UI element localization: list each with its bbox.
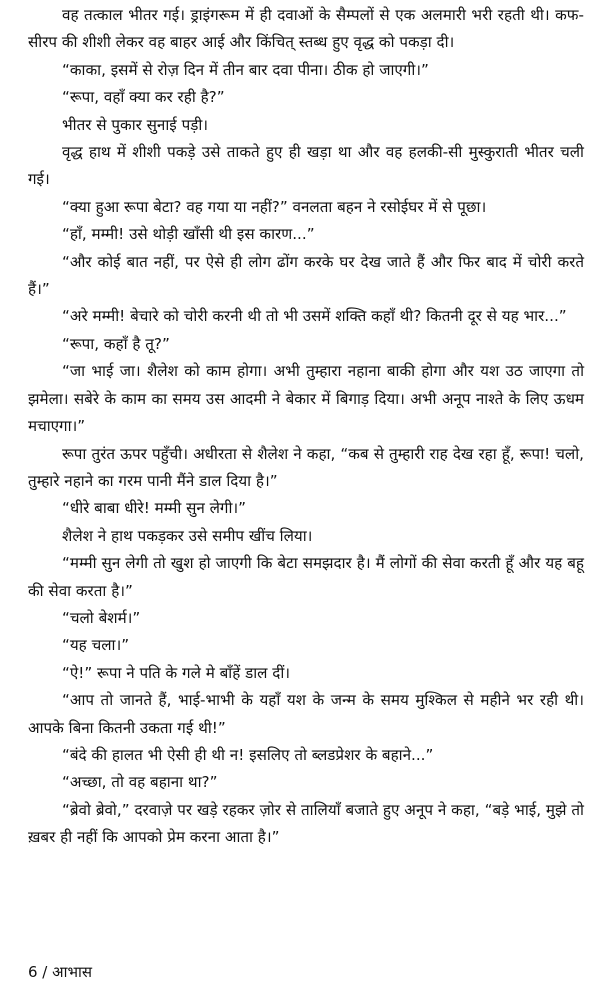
paragraph-2: “काका, इसमें से रोज़ दिन में तीन बार दवा पीना। ठीक हो जाएगी।”	[62, 60, 429, 79]
page-footer	[28, 962, 92, 982]
paragraph-14: शैलेश ने हाथ पकड़कर उसे समीप खींच लिया।	[62, 526, 313, 545]
paragraph-7: “हाँ, मम्मी! उसे थोड़ी खाँसी थी इस कारण...”	[62, 225, 315, 244]
paragraph-15: “मम्मी सुन लेगी तो खुश हो जाएगी कि बेटा समझदार है। मैं लोगों की सेवा करती हूँ और यह बहू की सेवा करता है।”	[28, 554, 584, 600]
paragraph-9: “अरे मम्मी! बेचारे को चोरी करनी थी तो भी उसमें शक्ति कहाँ थी? कितनी दूर से यह भार...”	[62, 307, 567, 326]
paragraph-21: “अच्छा, तो वह बहाना था?”	[62, 773, 218, 792]
paragraph-3: “रूपा, वहाँ क्या कर रही है?”	[62, 88, 225, 107]
paragraph-12: रूपा तुरंत ऊपर पहुँची। अधीरता से शैलेश ने कहा, “कब से तुम्हारी राह देख रहा हूँ, रूपा! चलो, तुम्हारे नहाने का गरम पानी मैंने डाल दिया है।”	[28, 444, 584, 490]
paragraph-22: “ब्रेवो ब्रेवो,” दरवाज़े पर खड़े रहकर ज़ोर से तालियाँ बजाते हुए अनूप ने कहा, “बड़े भाई, मुझे तो ख़बर ही नहीं कि आपको प्रेम करना आता है।”	[28, 800, 584, 847]
paragraph-6: “क्या हुआ रूपा बेटा? वह गया या नहीं?” वनलता बहन ने रसोईघर में से पूछा।	[62, 197, 487, 216]
paragraph-10: “रूपा, कहाँ है तू?”	[62, 334, 170, 353]
paragraph-17: “यह चला।”	[62, 636, 130, 655]
page-body	[28, 2, 584, 852]
paragraph-18: “ऐ!” रूपा ने पति के गले मे बाँहें डाल दीं।	[62, 663, 291, 682]
paragraph-5: वृद्ध हाथ में शीशी पकड़े उसे ताकते हुए ही खड़ा था और वह हलकी-सी मुस्कुराती भीतर चली गई।	[28, 143, 584, 189]
paragraph-13: “धीरे बाबा धीरे! मम्मी सुन लेगी।”	[62, 499, 247, 518]
paragraph-19: “आप तो जानते हैं, भाई-भाभी के यहाँ यश के जन्म के समय मुश्किल से महीने भर रही थी। आपके बिना कितनी उकता गई थी!”	[28, 691, 584, 737]
paragraph-16: “चलो बेशर्म।”	[62, 608, 141, 627]
paragraph-8: “और कोई बात नहीं, पर ऐसे ही लोग ढोंग करके घर देख जाते हैं और फिर बाद में चोरी करते हैं।”	[28, 252, 584, 299]
paragraph-20: “बंदे की हालत भी ऐसी ही थी न! इसलिए तो ब्लडप्रेशर के बहाने...”	[62, 745, 434, 764]
paragraph-11: “जा भाई जा। शैलेश को काम होगा। अभी तुम्हारा नहाना बाकी होगा और यश उठ जाएगा तो झमेला। सबेरे के काम का समय उस आदमी ने बेकार में बिगाड़ दिया। अभी अनूप नाश्ते के लिए ऊधम मचाएगा।”	[28, 362, 584, 436]
page-number-label: 6 / आभास	[28, 963, 93, 981]
paragraph-4: भीतर से पुकार सुनाई पड़ी।	[62, 115, 209, 134]
paragraph-1: वह तत्काल भीतर गई। ड्राइंगरूम में ही दवाओं के सैम्पलों से एक अलमारी भरी रहती थी। कफ-सीरप की शीशी लेकर वह बाहर आई और किंचित् स्तब्ध हुए वृद्ध को पकड़ा दी।	[28, 6, 584, 52]
